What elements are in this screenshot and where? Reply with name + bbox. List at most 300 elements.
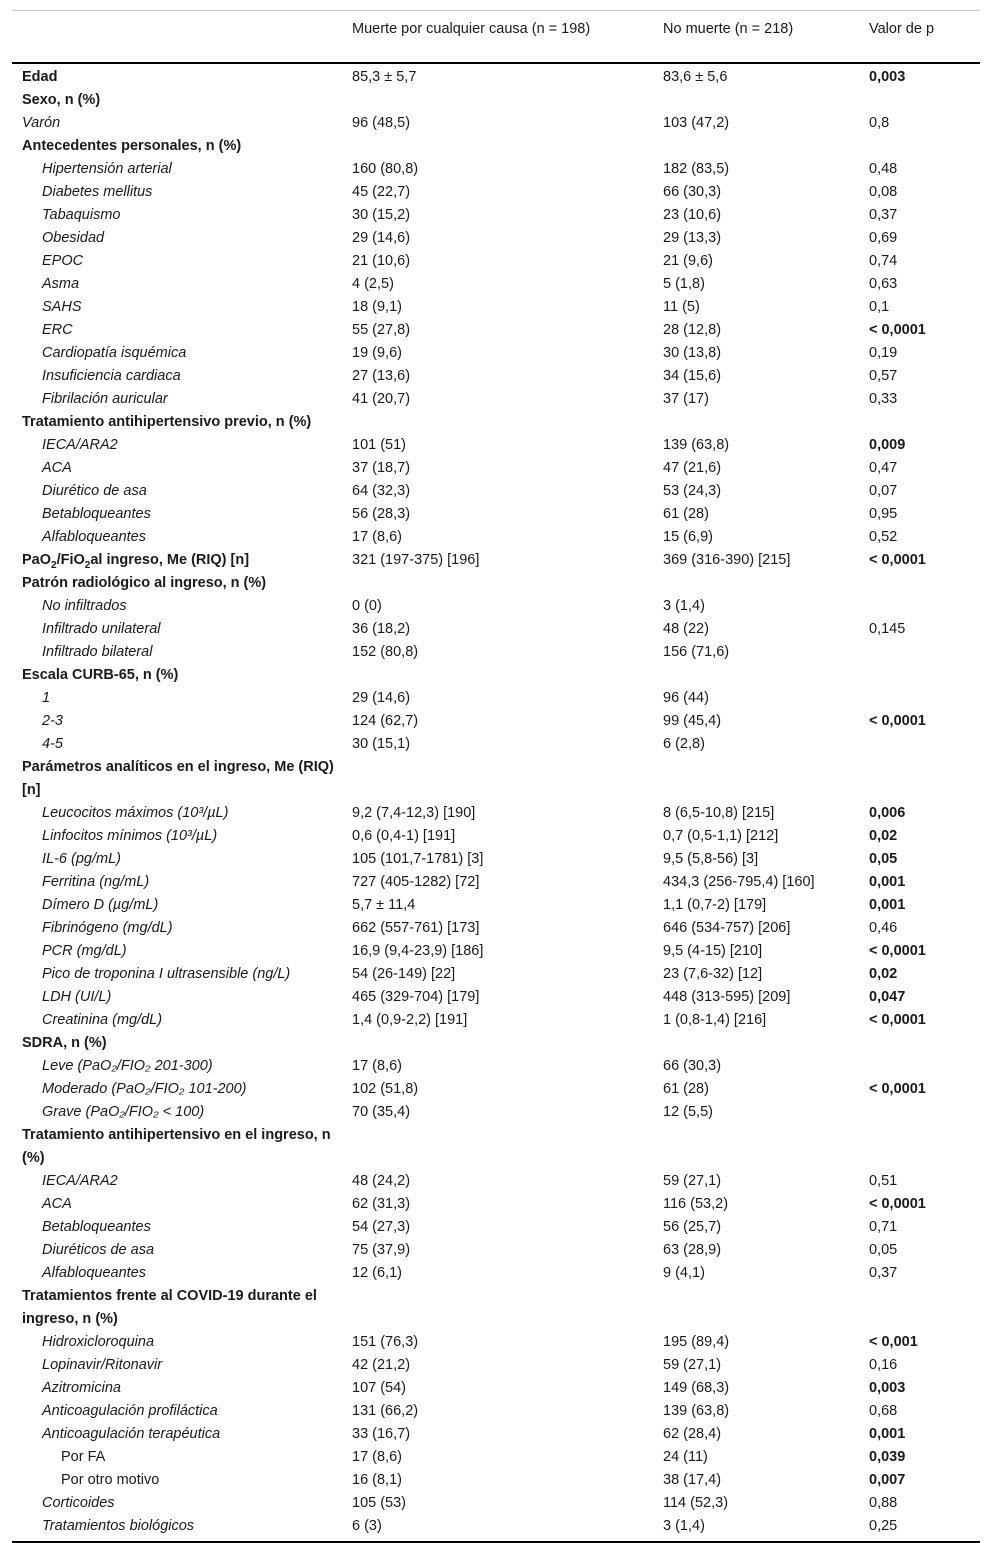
p-value: 0,001 <box>869 1426 906 1442</box>
header-p-value: Valor de p <box>859 11 980 64</box>
table-row <box>12 503 980 526</box>
death-value <box>342 411 653 434</box>
death-value: 85,3 ± 5,7 <box>352 69 417 85</box>
no-death-value: 34 (15,6) <box>663 368 722 384</box>
row-label: Leve (PaO₂/FIO₂ 201-300) <box>42 1058 213 1074</box>
row-label: Por FA <box>61 1449 106 1465</box>
no-death-value: 48 (22) <box>663 621 709 637</box>
row-label: Alfabloqueantes <box>42 529 146 545</box>
table-row <box>12 1216 980 1239</box>
table-row <box>12 549 980 572</box>
death-value: 17 (8,6) <box>352 529 402 545</box>
no-death-value: 8 (6,5-10,8) [215] <box>663 805 775 821</box>
no-death-value: 9,5 (4-15) [210] <box>663 943 763 959</box>
row-label: Tratamientos frente al COVID-19 durante el ingreso, n (%) <box>22 1288 317 1327</box>
row-label: Fibrilación auricular <box>42 391 168 407</box>
death-value: 75 (37,9) <box>352 1242 411 1258</box>
p-value: 0,006 <box>869 805 906 821</box>
p-value <box>859 572 980 595</box>
no-death-value: 3 (1,4) <box>653 1515 859 1542</box>
death-value: 70 (35,4) <box>352 1104 411 1120</box>
p-value: 0,88 <box>869 1495 898 1511</box>
row-label: LDH (UI/L) <box>42 989 112 1005</box>
table-row <box>12 365 980 388</box>
table-row <box>12 641 980 664</box>
row-label: Escala CURB-65, n (%) <box>22 667 179 683</box>
table-row <box>12 480 980 503</box>
no-death-value: 61 (28) <box>663 1081 709 1097</box>
death-value: 4 (2,5) <box>352 276 394 292</box>
death-value: 12 (6,1) <box>352 1265 402 1281</box>
row-label: Infiltrado unilateral <box>42 621 161 637</box>
table-row <box>12 1446 980 1469</box>
death-value: 48 (24,2) <box>352 1173 411 1189</box>
row-label: Grave (PaO₂/FIO₂ < 100) <box>42 1104 205 1120</box>
header-death: Muerte por cualquier causa (n = 198) <box>342 11 653 64</box>
table-row <box>12 848 980 871</box>
row-label: Betabloqueantes <box>42 506 151 522</box>
p-value: 0,1 <box>869 299 890 315</box>
no-death-value: 99 (45,4) <box>663 713 722 729</box>
no-death-value: 149 (68,3) <box>663 1380 730 1396</box>
death-value: 36 (18,2) <box>352 621 411 637</box>
table-row <box>12 1055 980 1078</box>
no-death-value: 62 (28,4) <box>663 1426 722 1442</box>
row-label: Ferritina (ng/mL) <box>42 874 150 890</box>
death-value: 18 (9,1) <box>352 299 402 315</box>
no-death-value: 139 (63,8) <box>663 1403 730 1419</box>
p-value <box>859 1124 980 1170</box>
row-label: Diuréticos de asa <box>42 1242 155 1258</box>
no-death-value: 9 (4,1) <box>663 1265 705 1281</box>
death-value: 16 (8,1) <box>352 1472 402 1488</box>
table-row <box>12 618 980 641</box>
table-row <box>12 89 980 112</box>
row-label: Diurético de asa <box>42 483 147 499</box>
death-value: 124 (62,7) <box>352 713 419 729</box>
no-death-value: 23 (7,6-32) [12] <box>663 966 763 982</box>
row-label: Tabaquismo <box>42 207 121 223</box>
no-death-value: 11 (5) <box>663 299 700 315</box>
no-death-value: 103 (47,2) <box>663 115 730 131</box>
no-death-value: 139 (63,8) <box>663 437 730 453</box>
row-label: Varón <box>22 115 61 131</box>
no-death-value: 15 (6,9) <box>663 529 713 545</box>
p-value: 0,145 <box>869 621 906 637</box>
table-row <box>12 572 980 595</box>
death-value: 33 (16,7) <box>352 1426 411 1442</box>
row-label: Anticoagulación profiláctica <box>42 1403 218 1419</box>
no-death-value: 434,3 (256-795,4) [160] <box>663 874 815 890</box>
death-value: 662 (557-761) [173] <box>352 920 480 936</box>
death-value <box>342 756 653 802</box>
table-row <box>12 917 980 940</box>
death-value: 29 (14,6) <box>352 690 411 706</box>
p-value: 0,001 <box>869 897 906 913</box>
death-value: 42 (21,2) <box>352 1357 411 1373</box>
p-value <box>859 89 980 112</box>
p-value <box>859 595 980 618</box>
p-value <box>859 664 980 687</box>
p-value: 0,37 <box>869 1265 898 1281</box>
row-label: Parámetros analíticos en el ingreso, Me (RIQ) [n] <box>22 759 334 798</box>
row-label: Edad <box>22 69 58 85</box>
row-label: Fibrinógeno (mg/dL) <box>42 920 173 936</box>
p-value <box>859 1101 980 1124</box>
table-row <box>12 1170 980 1193</box>
p-value: 0,007 <box>869 1472 906 1488</box>
death-value: 55 (27,8) <box>352 322 411 338</box>
death-value: 1,4 (0,9-2,2) [191] <box>352 1012 468 1028</box>
row-label: Pico de troponina I ultrasensible (ng/L) <box>42 966 291 982</box>
row-label: Obesidad <box>42 230 105 246</box>
death-value: 151 (76,3) <box>352 1334 419 1350</box>
table-row <box>12 273 980 296</box>
row-label: Anticoagulación terapéutica <box>42 1426 221 1442</box>
p-value <box>859 1032 980 1055</box>
death-value <box>342 572 653 595</box>
no-death-value: 83,6 ± 5,6 <box>663 69 728 85</box>
death-value: 29 (14,6) <box>352 230 411 246</box>
no-death-value <box>653 1032 859 1055</box>
table-row <box>12 63 980 89</box>
p-value: < 0,0001 <box>869 322 926 338</box>
no-death-value: 37 (17) <box>663 391 709 407</box>
no-death-value: 369 (316-390) [215] <box>663 552 791 568</box>
row-label: IECA/ARA2 <box>42 437 118 453</box>
death-value <box>342 135 653 158</box>
table-row <box>12 986 980 1009</box>
p-value <box>859 1055 980 1078</box>
row-label: Lopinavir/Ritonavir <box>42 1357 163 1373</box>
table-row <box>12 1239 980 1262</box>
no-death-value: 195 (89,4) <box>663 1334 730 1350</box>
no-death-value: 24 (11) <box>663 1449 708 1465</box>
table-row <box>12 181 980 204</box>
no-death-value: 448 (313-595) [209] <box>663 989 791 1005</box>
row-label: ACA <box>42 460 72 476</box>
death-value: 101 (51) <box>352 437 407 453</box>
p-value: 0,37 <box>869 207 898 223</box>
table-row <box>12 388 980 411</box>
p-value: < 0,0001 <box>869 713 926 729</box>
table-row <box>12 1377 980 1400</box>
death-value: 19 (9,6) <box>352 345 402 361</box>
row-label: Infiltrado bilateral <box>42 644 153 660</box>
death-value: 41 (20,7) <box>352 391 411 407</box>
row-label: PCR (mg/dL) <box>42 943 127 959</box>
death-value: 17 (8,6) <box>352 1449 402 1465</box>
row-label: EPOC <box>42 253 84 269</box>
death-value: 0 (0) <box>352 598 382 614</box>
death-value: 96 (48,5) <box>352 115 411 131</box>
row-label: 2-3 <box>42 713 63 729</box>
row-label: Diabetes mellitus <box>42 184 153 200</box>
table-body <box>12 63 980 1542</box>
table-row <box>12 664 980 687</box>
p-value <box>859 1285 980 1331</box>
p-value: 0,003 <box>869 1380 906 1396</box>
no-death-value: 63 (28,9) <box>663 1242 722 1258</box>
p-value: 0,51 <box>869 1173 898 1189</box>
p-value: < 0,0001 <box>869 1196 926 1212</box>
no-death-value: 23 (10,6) <box>663 207 722 223</box>
no-death-value: 30 (13,8) <box>663 345 722 361</box>
row-label: SDRA, n (%) <box>22 1035 107 1051</box>
death-value: 0,6 (0,4-1) [191] <box>352 828 456 844</box>
no-death-value: 182 (83,5) <box>663 161 730 177</box>
row-label: Hidroxicloroquina <box>42 1334 155 1350</box>
death-value: 321 (197-375) [196] <box>352 552 480 568</box>
table-row <box>12 1262 980 1285</box>
p-value: 0,009 <box>869 437 906 453</box>
death-value: 62 (31,3) <box>352 1196 411 1212</box>
table-row <box>12 756 980 802</box>
table-row <box>12 825 980 848</box>
no-death-value: 9,5 (5,8-56) [3] <box>663 851 759 867</box>
p-value: 0,46 <box>869 920 898 936</box>
no-death-value <box>653 1124 859 1170</box>
row-label: PaO$_2$/FiO$_2$al ingreso, Me (RIQ) [n] <box>22 552 250 571</box>
p-value: 0,07 <box>869 483 898 499</box>
death-value <box>342 89 653 112</box>
table-row <box>12 1423 980 1446</box>
p-value: 0,25 <box>859 1515 980 1542</box>
table-row <box>12 802 980 825</box>
p-value: 0,47 <box>869 460 898 476</box>
table-row <box>12 457 980 480</box>
p-value: 0,16 <box>869 1357 898 1373</box>
p-value: 0,001 <box>869 874 906 890</box>
row-label: Azitromicina <box>42 1380 121 1396</box>
no-death-value: 59 (27,1) <box>663 1173 722 1189</box>
no-death-value: 1,1 (0,7-2) [179] <box>663 897 767 913</box>
no-death-value: 3 (1,4) <box>663 598 705 614</box>
no-death-value <box>653 572 859 595</box>
row-label: Creatinina (mg/dL) <box>42 1012 163 1028</box>
table-row <box>12 135 980 158</box>
row-label: Moderado (PaO₂/FIO₂ 101-200) <box>42 1081 247 1097</box>
death-value: 54 (26-149) [22] <box>352 966 456 982</box>
death-value: 45 (22,7) <box>352 184 411 200</box>
table-row <box>12 342 980 365</box>
no-death-value: 0,7 (0,5-1,1) [212] <box>663 828 779 844</box>
p-value: 0,05 <box>869 851 898 867</box>
death-value: 37 (18,7) <box>352 460 411 476</box>
p-value: 0,19 <box>869 345 898 361</box>
no-death-value: 66 (30,3) <box>663 184 722 200</box>
p-value: 0,039 <box>869 1449 906 1465</box>
death-value: 16,9 (9,4-23,9) [186] <box>352 943 484 959</box>
p-value: 0,48 <box>869 161 898 177</box>
row-label: IL-6 (pg/mL) <box>42 851 121 867</box>
row-label: 1 <box>42 690 51 706</box>
table-row <box>12 1285 980 1331</box>
table-row <box>12 112 980 135</box>
row-label: Hipertensión arterial <box>42 161 172 177</box>
death-value: 727 (405-1282) [72] <box>352 874 480 890</box>
death-value: 9,2 (7,4-12,3) [190] <box>352 805 476 821</box>
row-label: IECA/ARA2 <box>42 1173 118 1189</box>
row-label: ACA <box>42 1196 72 1212</box>
p-value: 0,63 <box>869 276 898 292</box>
no-death-value <box>653 756 859 802</box>
p-value: < 0,0001 <box>869 943 926 959</box>
no-death-value <box>653 1285 859 1331</box>
table-row <box>12 963 980 986</box>
row-label: No infiltrados <box>42 598 127 614</box>
p-value <box>859 687 980 710</box>
death-value: 27 (13,6) <box>352 368 411 384</box>
table-row <box>12 204 980 227</box>
no-death-value: 38 (17,4) <box>663 1472 722 1488</box>
p-value: 0,02 <box>869 828 898 844</box>
p-value: 0,8 <box>869 115 890 131</box>
row-label: SAHS <box>42 299 82 315</box>
p-value: 0,02 <box>869 966 898 982</box>
table-row <box>12 894 980 917</box>
table-row <box>12 158 980 181</box>
row-label: Patrón radiológico al ingreso, n (%) <box>22 575 267 591</box>
table-row <box>12 250 980 273</box>
death-value: 465 (329-704) [179] <box>352 989 480 1005</box>
table-row <box>12 1515 980 1542</box>
table-row <box>12 1101 980 1124</box>
table-row <box>12 227 980 250</box>
header-row <box>12 11 980 64</box>
p-value: < 0,0001 <box>869 552 926 568</box>
no-death-value <box>653 135 859 158</box>
row-label: Leucocitos máximos (10³/µL) <box>42 805 229 821</box>
no-death-value: 114 (52,3) <box>663 1495 729 1511</box>
table-row <box>12 319 980 342</box>
no-death-value: 53 (24,3) <box>663 483 722 499</box>
row-label: Dímero D (µg/mL) <box>42 897 159 913</box>
no-death-value: 96 (44) <box>663 690 709 706</box>
p-value: 0,57 <box>869 368 898 384</box>
no-death-value <box>653 664 859 687</box>
table-row <box>12 1124 980 1170</box>
death-value: 160 (80,8) <box>352 161 419 177</box>
table-header <box>12 11 980 64</box>
death-value <box>342 664 653 687</box>
table-row <box>12 296 980 319</box>
p-value: 0,33 <box>869 391 898 407</box>
death-value <box>342 1124 653 1170</box>
p-value <box>859 135 980 158</box>
results-table <box>12 10 980 1543</box>
row-label: Betabloqueantes <box>42 1219 151 1235</box>
death-value: 107 (54) <box>352 1380 407 1396</box>
no-death-value: 5 (1,8) <box>663 276 705 292</box>
table-row <box>12 1032 980 1055</box>
no-death-value: 12 (5,5) <box>663 1104 713 1120</box>
no-death-value: 61 (28) <box>663 506 709 522</box>
row-label: 4-5 <box>42 736 63 752</box>
row-label: Antecedentes personales, n (%) <box>22 138 242 154</box>
no-death-value: 66 (30,3) <box>663 1058 722 1074</box>
no-death-value: 116 (53,2) <box>663 1196 729 1212</box>
p-value: 0,047 <box>869 989 906 1005</box>
death-value: 64 (32,3) <box>352 483 411 499</box>
no-death-value: 28 (12,8) <box>663 322 722 338</box>
no-death-value: 156 (71,6) <box>663 644 730 660</box>
p-value <box>859 411 980 434</box>
no-death-value: 56 (25,7) <box>663 1219 722 1235</box>
row-label: Tratamiento antihipertensivo previo, n (%) <box>22 414 312 430</box>
death-value: 105 (101,7-1781) [3] <box>352 851 484 867</box>
p-value: 0,71 <box>869 1219 898 1235</box>
row-label: Corticoides <box>42 1495 115 1511</box>
p-value: 0,74 <box>869 253 898 269</box>
p-value <box>859 733 980 756</box>
row-label: Linfocitos mínimos (10³/µL) <box>42 828 218 844</box>
death-value: 6 (3) <box>342 1515 653 1542</box>
table-row <box>12 1078 980 1101</box>
no-death-value: 47 (21,6) <box>663 460 722 476</box>
table-row <box>12 733 980 756</box>
row-label: Tratamientos biológicos <box>12 1515 342 1542</box>
results-table-container <box>12 10 980 1543</box>
table-row <box>12 1009 980 1032</box>
row-label: Insuficiencia cardiaca <box>42 368 181 384</box>
no-death-value: 1 (0,8-1,4) [216] <box>663 1012 767 1028</box>
table-row <box>12 871 980 894</box>
table-row <box>12 434 980 457</box>
p-value: 0,003 <box>869 69 906 85</box>
table-row <box>12 1331 980 1354</box>
table-row <box>12 1354 980 1377</box>
table-row <box>12 1193 980 1216</box>
table-row <box>12 411 980 434</box>
p-value <box>859 641 980 664</box>
death-value: 30 (15,1) <box>352 736 411 752</box>
no-death-value: 29 (13,3) <box>663 230 722 246</box>
p-value: 0,69 <box>869 230 898 246</box>
table-row <box>12 1400 980 1423</box>
table-row <box>12 526 980 549</box>
row-label: ERC <box>42 322 73 338</box>
no-death-value: 59 (27,1) <box>663 1357 722 1373</box>
table-row <box>12 1469 980 1492</box>
death-value: 105 (53) <box>352 1495 407 1511</box>
header-no-death: No muerte (n = 218) <box>653 11 859 64</box>
p-value: 0,52 <box>869 529 898 545</box>
death-value: 56 (28,3) <box>352 506 411 522</box>
table-row <box>12 940 980 963</box>
p-value: < 0,0001 <box>869 1012 926 1028</box>
no-death-value: 646 (534-757) [206] <box>663 920 791 936</box>
row-label: Asma <box>42 276 80 292</box>
death-value: 102 (51,8) <box>352 1081 419 1097</box>
row-label: Cardiopatía isquémica <box>42 345 187 361</box>
no-death-value: 21 (9,6) <box>663 253 713 269</box>
p-value <box>859 756 980 802</box>
death-value <box>342 1285 653 1331</box>
row-label: Por otro motivo <box>61 1472 160 1488</box>
row-label: Sexo, n (%) <box>22 92 101 108</box>
table-row <box>12 710 980 733</box>
p-value: 0,08 <box>869 184 898 200</box>
no-death-value <box>653 89 859 112</box>
row-label: Alfabloqueantes <box>42 1265 146 1281</box>
p-value: < 0,001 <box>869 1334 918 1350</box>
p-value: 0,95 <box>869 506 898 522</box>
no-death-value: 6 (2,8) <box>663 736 705 752</box>
death-value: 54 (27,3) <box>352 1219 411 1235</box>
p-value: < 0,0001 <box>869 1081 926 1097</box>
row-label: Tratamiento antihipertensivo en el ingreso, n (%) <box>22 1127 331 1166</box>
